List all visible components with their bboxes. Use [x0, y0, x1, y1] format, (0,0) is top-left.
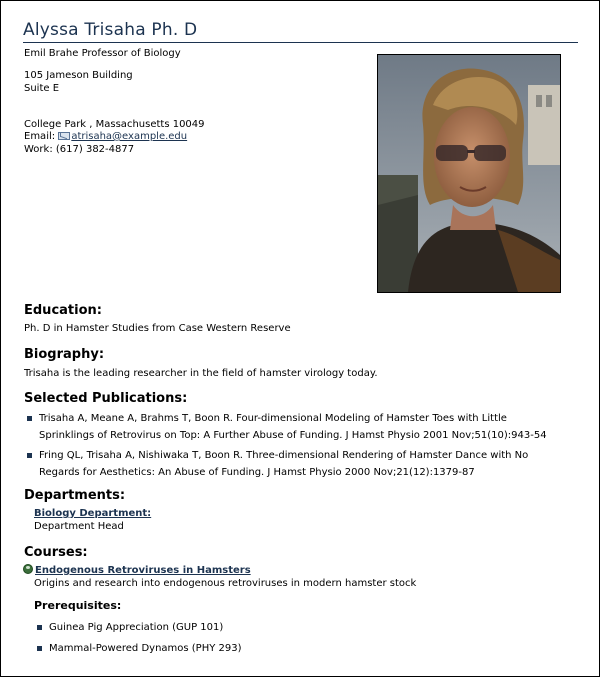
department-link[interactable]: Biology Department: [34, 508, 152, 519]
bullet-icon [27, 453, 32, 458]
education-text: Ph. D in Hamster Studies from Case Western Reserve [24, 323, 291, 334]
email-row [24, 130, 187, 143]
publication-line-1: Trisaha A, Meane A, Brahms T, Boon R. Four-dimensional Modeling of Hamster Toes with Little [39, 413, 507, 424]
prerequisite-label: Guinea Pig Appreciation (GUP 101) [49, 622, 224, 633]
publication-item [24, 447, 584, 481]
work-phone-row [24, 143, 134, 156]
prerequisite-label: Mammal-Powered Dynamos (PHY 293) [49, 643, 242, 654]
address-line-2: Suite E [24, 83, 60, 94]
publication-line-2: Sprinklings of Retrovirus on Top: A Further Abuse of Funding. J Hamst Physio 2001 Nov;51(10):943-54 [39, 430, 547, 441]
bullet-icon [37, 625, 42, 630]
publication-item [24, 410, 584, 444]
page-title: Alyssa Trisaha Ph. D [23, 20, 578, 43]
work-label: Work: [24, 144, 53, 155]
courses-heading: Courses: [24, 545, 88, 560]
course-row [23, 564, 251, 577]
mail-icon[interactable] [58, 132, 70, 140]
publication-line-1: Fring QL, Trisaha A, Nishiwaka T, Boon R. Three-dimensional Rendering of Hamster Dance with No [39, 450, 529, 461]
email-label: Email: [24, 131, 56, 142]
education-heading: Education: [24, 303, 102, 318]
email-link[interactable]: atrisaha@example.edu [71, 131, 188, 142]
course-description: Origins and research into endogenous retroviruses in modern hamster stock [34, 578, 417, 589]
department-role: Department Head [34, 521, 124, 532]
biography-text: Trisaha is the leading researcher in the field of hamster virology today. [24, 368, 378, 379]
bullet-icon [27, 416, 32, 421]
profile-photo [377, 54, 561, 293]
address-line-1: 105 Jameson Building [24, 70, 133, 81]
departments-heading: Departments: [24, 488, 126, 503]
bullet-icon [37, 646, 42, 651]
publications-heading: Selected Publications: [24, 391, 188, 406]
course-link[interactable]: Endogenous Retroviruses in Hamsters [35, 565, 251, 576]
professor-title: Emil Brahe Professor of Biology [24, 48, 181, 59]
globe-icon [23, 564, 33, 574]
prerequisites-heading: Prerequisites: [34, 599, 122, 612]
address-city: College Park , Massachusetts 10049 [24, 119, 205, 130]
work-phone: (617) 382-4877 [55, 144, 135, 155]
publication-line-2: Regards for Aesthetics: An Abuse of Funding. J Hamst Physio 2000 Nov;21(12):1379-87 [39, 467, 475, 478]
biography-heading: Biography: [24, 347, 105, 362]
